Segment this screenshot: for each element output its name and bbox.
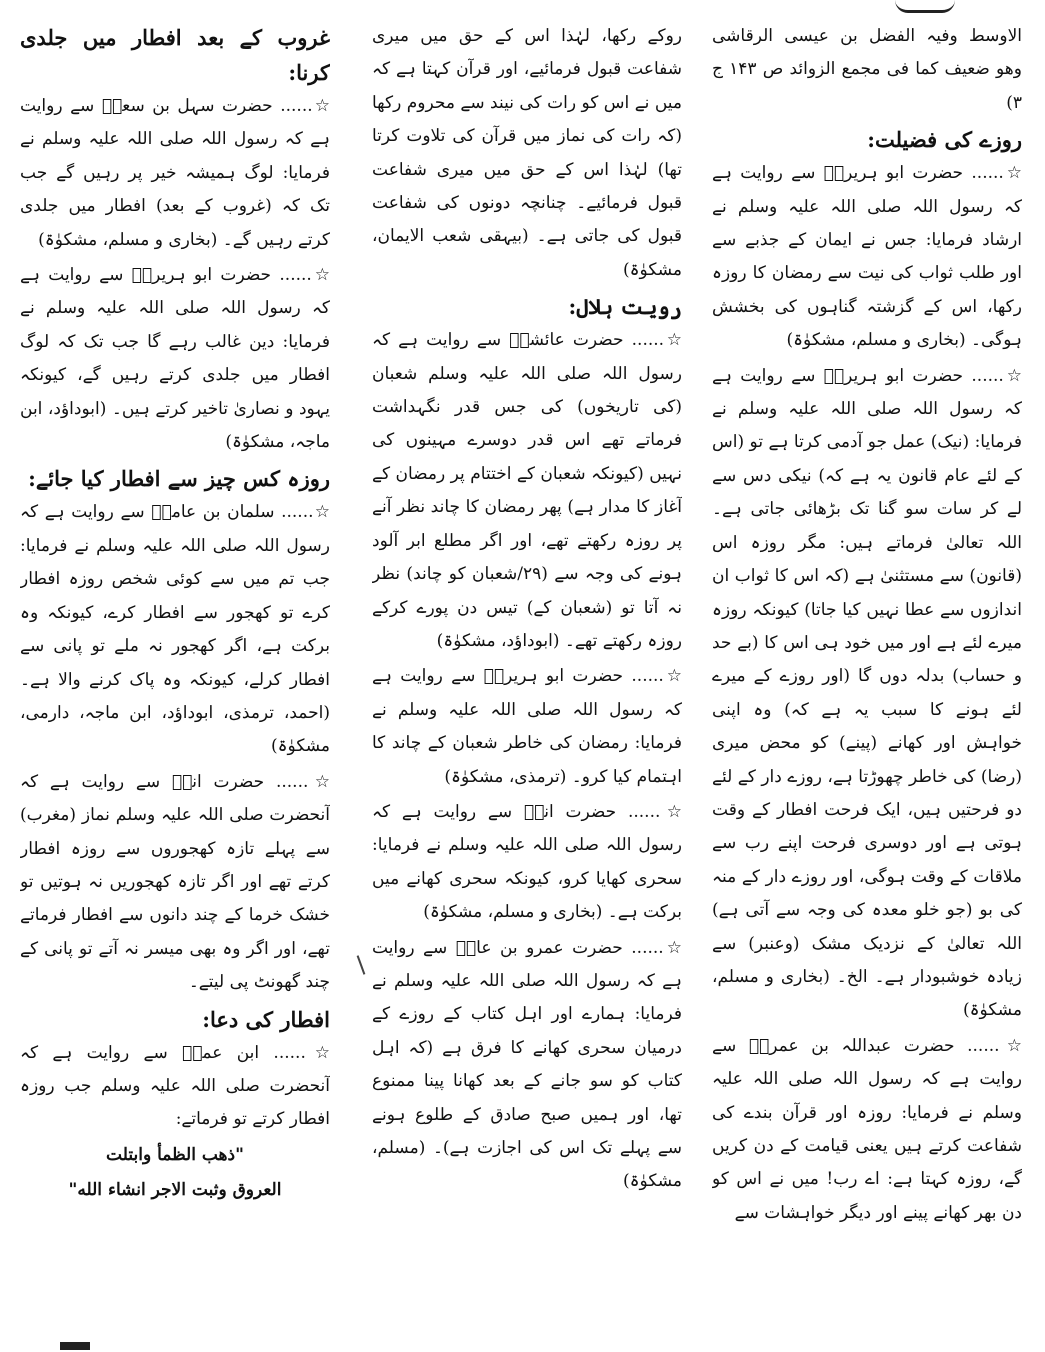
column-right: [712, 20, 1022, 1340]
paragraph: ☆...... حضرت عمرو بن عاصؓ سے روایت ہے کہ رسول اللہ صلی اللہ علیہ وسلم نے فرمایا: ہمارے اور اہل کتاب کے روزے کے درمیان سحری کھانے کا فرق ہے (کہ اہل کتاب کو سو جانے کے بعد کھانا پینا ممنوع تھا، اور ہمیں صبح صادق کے طلوع ہونے سے پہلے تک اس کی اجازت ہے)۔ (مسلم، مشکوٰۃ): [372, 937, 682, 1192]
section-heading: افطار کی دعا:: [202, 1006, 330, 1032]
section-heading: روزے کی فضیلت:: [867, 127, 1022, 153]
paragraph: ☆...... حضرت ابو ہریرہؓ سے روایت ہے کہ رسول اللہ صلی اللہ علیہ وسلم نے ارشاد فرمایا: جس نے ایمان کے جذبے سے اور طلب ثواب کی نیت سے رمضان کا روزہ رکھا، اس کے گزشتہ گناہوں کی بخشش ہوگی۔ (بخاری و مسلم، مشکوٰۃ): [712, 163, 1022, 351]
paragraph: ☆...... ابن عمرؓ سے روایت ہے کہ آنحضرت صلی اللہ علیہ وسلم جب روزہ افطار کرتے تو فرماتے:: [20, 1042, 330, 1130]
section-heading: رویت ہلال:: [568, 294, 682, 320]
bottom-decoration: [60, 1342, 90, 1350]
paragraph: ☆...... حضرت عائشہؓ سے روایت ہے کہ رسول اللہ صلی اللہ علیہ وسلم شعبان (کی تاریخوں) کی جس قدر نگہداشت فرماتے تھے اس قدر دوسرے مہینوں کی نہیں (کیونکہ شعبان کے اختتام پر رمضان کے آغاز کا مدار ہے) پھر رمضان کا چاند نظر آنے پر روزہ رکھتے تھے، اور اگر مطلع ابر آلود ہونے کی وجہ سے (۲۹/شعبان کو چاند) نظر نہ آتا تو (شعبان کے) تیس دن پورے کرکے روزہ رکھتے تھے۔ (ابوداؤد، مشکوٰۃ): [372, 330, 682, 651]
paragraph: روکے رکھا، لہٰذا اس کے حق میں میری شفاعت قبول فرمائیے، اور قرآن کہتا ہے کہ میں نے اس کو رات کی نیند سے محروم رکھا (کہ رات کی نماز میں قرآن کی تلاوت کرتا تھا) لہٰذا اس کے حق میں میری شفاعت قبول فرمائیے۔ چنانچہ دونوں کی شفاعت قبول کی جاتی ہے۔ (بیہقی شعب الایمان، مشکوٰۃ): [372, 26, 682, 280]
paragraph: ☆...... حضرت ابو ہریرہؓ سے روایت ہے کہ رسول اللہ صلی اللہ علیہ وسلم نے فرمایا: (نیک) عمل جو آدمی کرتا ہے تو (اس کے لئے عام قانون یہ ہے کہ) نیکی دس سے لے کر سات سو گنا تک بڑھائی جاتی ہے۔ اللہ تعالیٰ فرماتے ہیں: مگر روزہ اس (قانون) سے مستثنیٰ ہے (کہ اس کا ثواب ان اندازوں سے عطا نہیں کیا جاتا) کیونکہ روزہ میرے لئے ہے اور میں خود ہی اس کا (بے حد و حساب) بدلہ دوں گا (اور روزے کے میرے لئے ہونے کا سبب یہ ہے کہ) وہ اپنی خواہش اور کھانے (پینے) کو محض میری (رضا) کی خاطر چھوڑتا ہے، روزے دار کے لئے دو فرحتیں ہیں، ایک فرحت افطار کے وقت ہوتی ہے اور دوسری فرحت اپنے رب سے ملاقات کے وقت ہوگی، اور روزے دار کے منہ کی بو (جو خلو معدہ کی وجہ سے آتی ہے) اللہ تعالیٰ کے نزدیک مشک (وعنبر) سے زیادہ خوشبودار ہے۔ الخ۔ (بخاری و مسلم، مشکوٰۃ): [712, 365, 1022, 1021]
paragraph: ☆...... حضرت انسؓ سے روایت ہے کہ آنحضرت صلی اللہ علیہ وسلم نماز (مغرب) سے پہلے تازہ کھجوروں سے روزہ افطار کرتے تھے اور اگر تازہ کھجوریں نہ ہوتیں تو خشک خرما کے چند دانوں سے افطار فرماتے تھے، اور اگر وہ بھی میسر نہ آتے تو پانی کے چند گھونٹ پی لیتے۔: [20, 771, 330, 993]
column-middle: [372, 20, 682, 1340]
paragraph: ☆...... حضرت انسؓ سے روایت ہے کہ رسول اللہ صلی اللہ علیہ وسلم نے فرمایا: سحری کھایا کرو، کیونکہ سحری کھانے میں برکت ہے۔ (بخاری و مسلم، مشکوٰۃ): [372, 801, 682, 923]
paragraph: الاوسط وفیہ الفضل بن عیسی الرقاشی وھو ضعیف کما فی مجمع الزوائد ص ۱۴۳ ج ۳): [712, 26, 1022, 113]
paragraph: ☆...... حضرت ابو ہریرہؓ سے روایت ہے کہ رسول اللہ صلی اللہ علیہ وسلم نے فرمایا: دین غالب رہے گا جب تک کہ لوگ افطار میں جلدی کرتے رہیں گے، کیونکہ یہود و نصاریٰ تاخیر کرتے ہیں۔ (ابوداؤد، ابن ماجہ، مشکوٰۃ): [20, 265, 330, 453]
section-heading: روزہ کس چیز سے افطار کیا جائے:: [28, 466, 330, 492]
margin-mark: [357, 955, 366, 974]
paragraph: ☆...... حضرت ابو ہریرہؓ سے روایت ہے کہ رسول اللہ صلی اللہ علیہ وسلم نے فرمایا: رمضان کی خاطر شعبان کے چاند کا اہتمام کیا کرو۔ (ترمذی، مشکوٰۃ): [372, 666, 682, 787]
section-heading: غروب کے بعد افطار میں جلدی کرنا:: [20, 25, 330, 85]
paragraph: ☆...... حضرت عبداللہ بن عمروؓ سے روایت ہے کہ رسول اللہ صلی اللہ علیہ وسلم نے فرمایا: روزہ اور قرآن بندے کی شفاعت کرتے ہیں یعنی قیامت کے دن کریں گے، روزہ کہتا ہے: اے رب! میں نے اس کو دن بھر کھانے پینے اور دیگر خواہشات سے: [712, 1035, 1022, 1223]
paragraph: ☆...... سلمان بن عامرؓ سے روایت ہے کہ رسول اللہ صلی اللہ علیہ وسلم نے فرمایا: جب تم میں سے کوئی شخص روزہ افطار کرے تو کھجور سے افطار کرے، کیونکہ وہ برکت ہے، اگر کھجور نہ ملے تو پانی سے افطار کرلے، کیونکہ وہ پاک کرنے والا ہے۔ (احمد، ترمذی، ابوداؤد، ابن ماجہ، دارمی، مشکوٰۃ): [20, 502, 330, 757]
arabic-dua-line: العروق وثبت الاجر انشاء الله": [68, 1179, 282, 1200]
column-left: [20, 20, 330, 1340]
arabic-dua-line: "ذھب الظمأ وابتلت: [106, 1144, 244, 1165]
paragraph: ☆...... حضرت سہل بن سعدؓ سے روایت ہے کہ رسول اللہ صلی اللہ علیہ وسلم نے فرمایا: لوگ ہمیشہ خیر پر رہیں گے جب تک کہ (غروب کے بعد) افطار میں جلدی کرتے رہیں گے۔ (بخاری و مسلم، مشکوٰۃ): [20, 96, 330, 250]
top-decoration: [895, 0, 955, 13]
